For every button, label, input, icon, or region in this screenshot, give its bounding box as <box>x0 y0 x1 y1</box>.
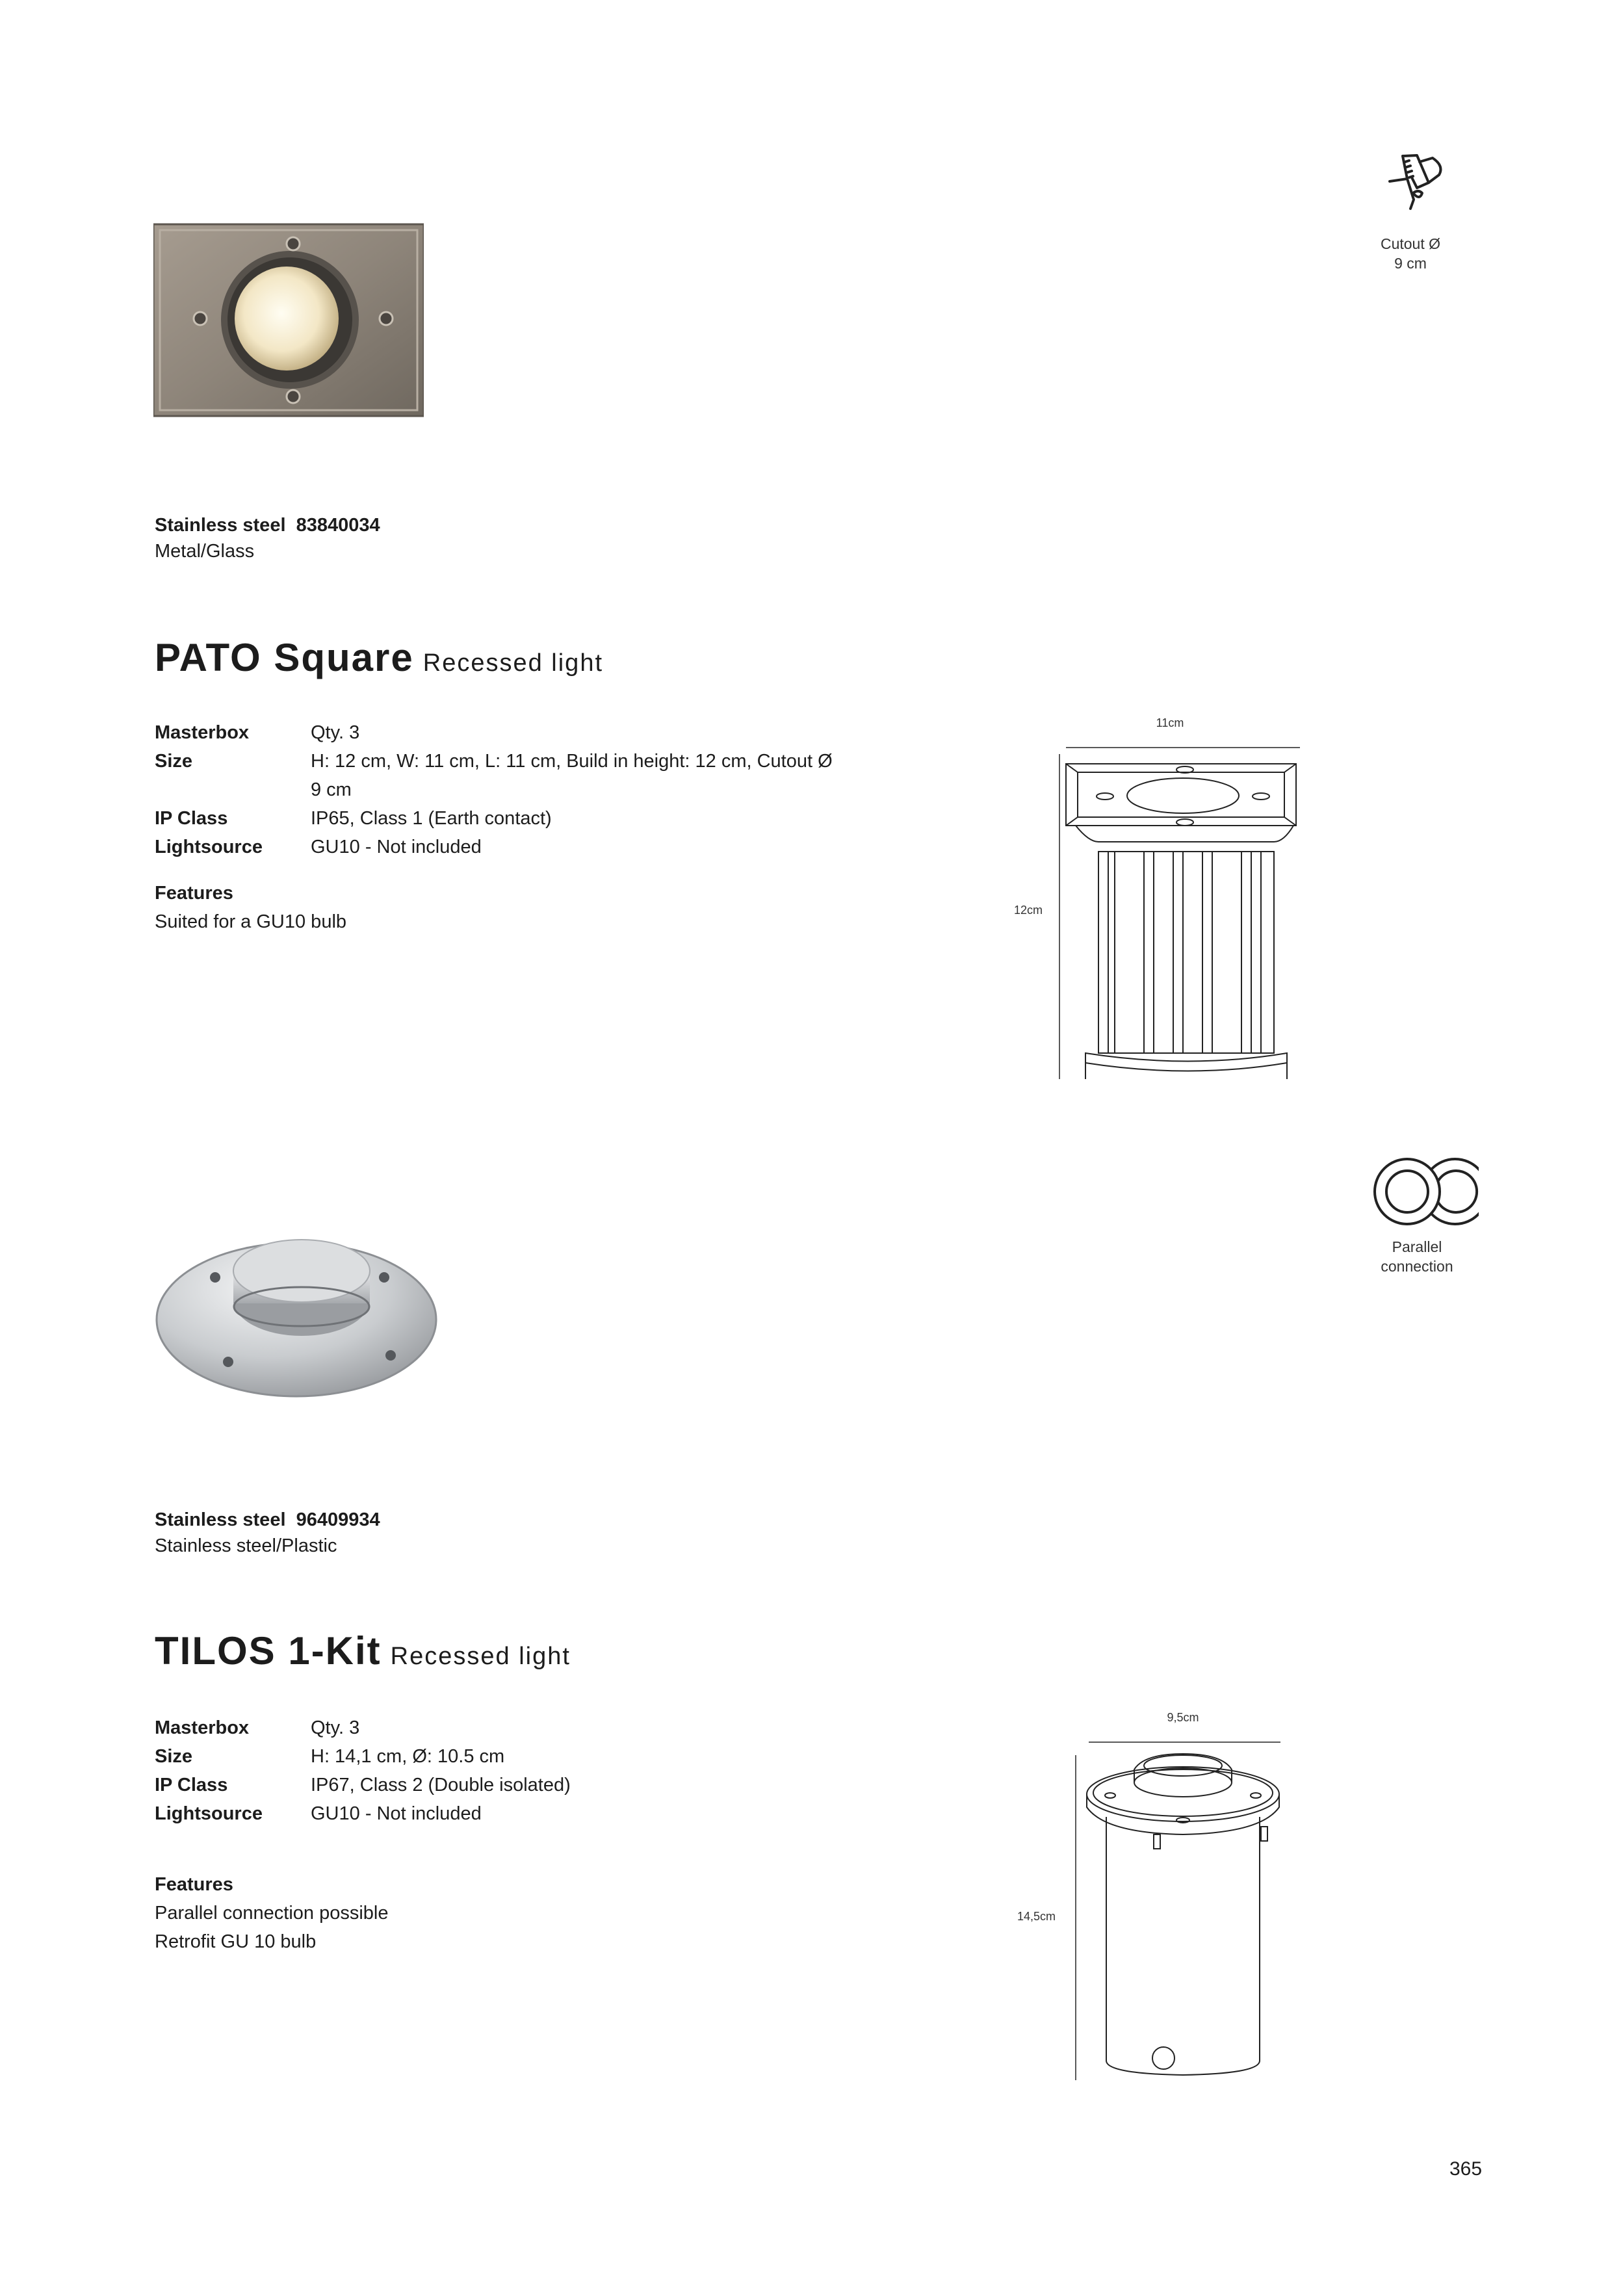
caption-line: Cutout Ø <box>1380 235 1441 252</box>
dimension-height: 12cm <box>1014 904 1043 917</box>
dimension-width: 11cm <box>1156 716 1184 729</box>
caption-line: connection <box>1381 1258 1453 1275</box>
saw-cutout-icon <box>1371 153 1449 218</box>
parallel-caption <box>1352 1237 1482 1276</box>
variant-color: Stainless steel <box>155 515 286 536</box>
variant-material: Metal/Glass <box>155 541 255 562</box>
spec-value: H: 14,1 cm, Ø: 10.5 cm <box>311 1746 505 1767</box>
spec-label: Size <box>155 1746 193 1767</box>
spec-label: Masterbox <box>155 1717 250 1738</box>
features-heading: Features <box>155 883 233 904</box>
spec-row <box>155 1714 870 1742</box>
spec-row <box>155 804 870 833</box>
variant-info-2 <box>155 1507 380 1559</box>
product-subtitle: Recessed light <box>390 1643 571 1670</box>
feature-item: Retrofit GU 10 bulb <box>155 1931 317 1952</box>
product-photo-tilos-1-kit <box>153 1209 439 1424</box>
spec-label: IP Class <box>155 1775 228 1795</box>
feature-item: Suited for a GU10 bulb <box>155 911 347 932</box>
product-title-1 <box>155 635 603 686</box>
features-heading: Features <box>155 1874 233 1895</box>
product-name: PATO Square <box>155 636 414 679</box>
spec-label: Lightsource <box>155 837 263 857</box>
spec-value: IP65, Class 1 (Earth contact) <box>311 808 552 829</box>
caption-line: Parallel <box>1392 1238 1442 1255</box>
technical-drawing-pato-square <box>994 715 1319 1079</box>
product-photo-pato-square <box>153 221 424 419</box>
variant-material: Stainless steel/Plastic <box>155 1535 337 1556</box>
spec-value: H: 12 cm, W: 11 cm, L: 11 cm, Build in height: 12 cm, Cutout Ø 9 cm <box>311 751 833 800</box>
variant-code: 96409934 <box>296 1509 380 1530</box>
spec-label: Size <box>155 751 193 772</box>
spec-table-1 <box>155 718 870 874</box>
spec-value: GU10 - Not included <box>311 837 482 857</box>
spec-row <box>155 1771 870 1799</box>
spec-value: IP67, Class 2 (Double isolated) <box>311 1775 571 1795</box>
spec-row <box>155 833 870 861</box>
dimension-height: 14,5cm <box>1017 1910 1056 1923</box>
features-1 <box>155 879 346 936</box>
spec-row <box>155 747 870 804</box>
spec-row <box>155 1742 870 1771</box>
spec-label: IP Class <box>155 808 228 829</box>
spec-row <box>155 1799 870 1828</box>
feature-item: Parallel connection possible <box>155 1903 389 1924</box>
parallel-connection-icon <box>1362 1156 1479 1227</box>
spec-table-2 <box>155 1714 870 1831</box>
technical-drawing-tilos-1-kit <box>1066 1710 1300 2087</box>
dimension-width: 9,5cm <box>1167 1711 1199 1724</box>
variant-code: 83840034 <box>296 515 380 536</box>
spec-label: Lightsource <box>155 1803 263 1824</box>
cutout-caption <box>1352 234 1469 273</box>
page-number: 365 <box>1449 2158 1483 2180</box>
variant-info-1 <box>155 512 380 564</box>
features-2 <box>155 1870 389 1956</box>
product-subtitle: Recessed light <box>422 649 604 677</box>
spec-value: Qty. 3 <box>311 722 360 743</box>
spec-value: GU10 - Not included <box>311 1803 482 1824</box>
spec-label: Masterbox <box>155 722 250 743</box>
variant-color: Stainless steel <box>155 1509 286 1530</box>
product-title-2 <box>155 1628 571 1679</box>
spec-row <box>155 718 870 747</box>
product-name: TILOS 1-Kit <box>155 1629 382 1673</box>
spec-value: Qty. 3 <box>311 1717 360 1738</box>
caption-line: 9 cm <box>1394 255 1427 272</box>
